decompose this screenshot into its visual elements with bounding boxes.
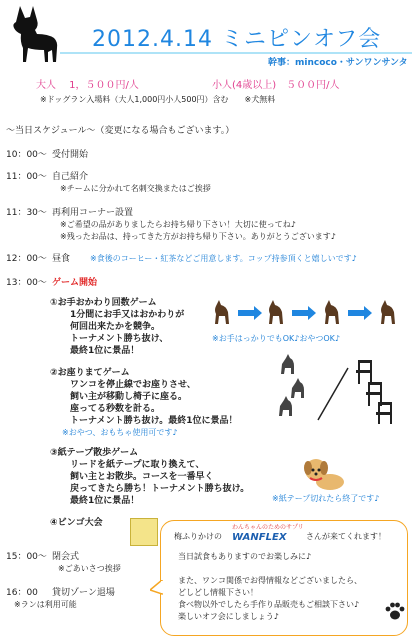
game-line: 飼い主とお散歩。コースを一番早く (70, 472, 214, 482)
schedule-label: 昼食 (52, 254, 71, 264)
schedule-label: 再利用コーナー設置 (52, 208, 134, 218)
bubble-line: 当日試食もありますのでお楽しみに♪ (178, 552, 312, 561)
schedule-note: ※ご希望の品がありましたらお持ち帰り下さい！大切に使ってね♪ (60, 220, 296, 229)
schedule-time: 12：00～ (6, 254, 47, 264)
lunch-note: ※食後のコーヒー・紅茶などご用意します。コップ持参頂くと嬉しいです♪ (90, 254, 357, 263)
game-title: ①お手おかわり回数ゲーム (50, 298, 157, 308)
schedule-label: 自己紹介 (52, 172, 89, 182)
chair-icon (356, 360, 372, 384)
dogs-and-chairs-illustration (272, 354, 402, 428)
schedule-note: ※ごあいさつ挨拶 (58, 564, 121, 573)
game-note: ※紙テープ切れたら終了です♪ (272, 494, 380, 503)
bubble-line: 楽しいオフ会にしましょう♪ (178, 612, 279, 621)
schedule-time: 10：00～ (6, 150, 47, 160)
game-line: 最終1位に景品！ (70, 346, 140, 356)
dog-icon (279, 396, 292, 416)
game-line: リードを紙テープに取り換えて、 (70, 460, 205, 470)
schedule-label: 閉会式 (52, 552, 80, 562)
dog-silhouette-icon (6, 4, 62, 66)
game-note: ※お手はっかりでもOK♪おやつOK♪ (212, 334, 340, 343)
schedule-time: 11：30～ (6, 208, 47, 218)
page-title: 2012.4.14 ミニピンオフ会 (92, 27, 382, 52)
schedule-time: 11：00～ (6, 172, 47, 182)
schedule-note: ※残ったお品は、持ってきた方がお持ち帰り下さい。ありがとうございます♪ (60, 232, 336, 241)
schedule-time: 16：00 (6, 588, 38, 598)
bubble-line: さんが来てくれます！ (306, 532, 386, 541)
game-title: ②お座りまてゲーム (50, 368, 130, 378)
arrow-icon (238, 306, 262, 320)
game-line: 戻ってきたら勝ち！トーナメント勝ち抜け。 (70, 484, 250, 494)
chair-icon (376, 402, 392, 424)
bubble-line: また、ワンコ関係でお得情報などございましたら、 (178, 576, 362, 585)
paw-print-icon (384, 600, 406, 622)
bubble-line: どしどし情報下さい！ (178, 588, 258, 597)
game-line: 1分間にお手又はおかわりが (70, 310, 185, 320)
dog-icon (269, 300, 283, 324)
game-title: ③紙テープ散歩ゲーム (50, 448, 139, 458)
title-underline (60, 52, 412, 54)
schedule-time: 13：00～ (6, 278, 47, 288)
bingo-card-icon (130, 518, 158, 546)
arrow-icon (292, 306, 316, 320)
fee-note: ※ドッグラン入場料（大人1,000円小人500円）含む ※犬無料 (40, 95, 276, 104)
organizer-label: 幹事：mincoco・サンワンサンタ (268, 58, 408, 68)
schedule-label: 受付開始 (52, 150, 89, 160)
dog-icon (325, 300, 339, 324)
game-line: ワンコを停止線でお座りさせ、 (70, 380, 196, 390)
schedule-heading: ～当日スケジュール～（変更になる場合もございます。） (6, 126, 235, 136)
fee-child: 小人(4歳以上) ５００円/人 (212, 80, 340, 91)
game-line: トーナメント勝ち抜け、 (70, 334, 169, 344)
game-title: ④ビンゴ大会 (50, 518, 103, 528)
game-line: 飼い主が移動し椅子に座る。 (70, 392, 188, 402)
schedule-time: 15：00～ (6, 552, 47, 562)
bubble-line: 食べ物以外でしたら手作り品販売もご相談下さい♪ (178, 600, 360, 609)
dog-relay-illustration (210, 296, 410, 328)
stop-line (318, 368, 348, 420)
wanflex-logo (232, 524, 304, 544)
dog-icon (215, 300, 229, 324)
schedule-note: ※ランは利用可能 (14, 600, 77, 609)
wanflex-brand: WANFLEX (232, 532, 287, 543)
dog-icon (291, 378, 304, 398)
schedule-note: ※チームに分かれて名刺交換またはご挨拶 (60, 184, 211, 193)
game-line: 座ってる秒数を計る。 (70, 404, 161, 414)
fee-adult: 大人 1，５００円/人 (36, 80, 139, 91)
game-line: 何回出来たかを競争。 (70, 322, 161, 332)
bubble-line: 梅ふりかけの (174, 532, 222, 541)
bubble-tail (150, 580, 164, 596)
schedule-label: 貸切ゾーン退場 (52, 588, 115, 598)
game-line: 最終1位に景品！ (70, 496, 140, 506)
wanflex-tag: わんちゃんのためのサプリ (232, 524, 304, 531)
puppy-illustration (300, 456, 348, 492)
dog-icon (281, 354, 294, 374)
arrow-icon (348, 306, 372, 320)
game-line: トーナメント勝ち抜け。最終1位に景品！ (70, 416, 238, 426)
game-note: ※おやつ、おもちゃ使用可です♪ (62, 428, 178, 437)
dog-icon (381, 300, 395, 324)
game-start-label: ゲーム開始 (52, 278, 98, 288)
